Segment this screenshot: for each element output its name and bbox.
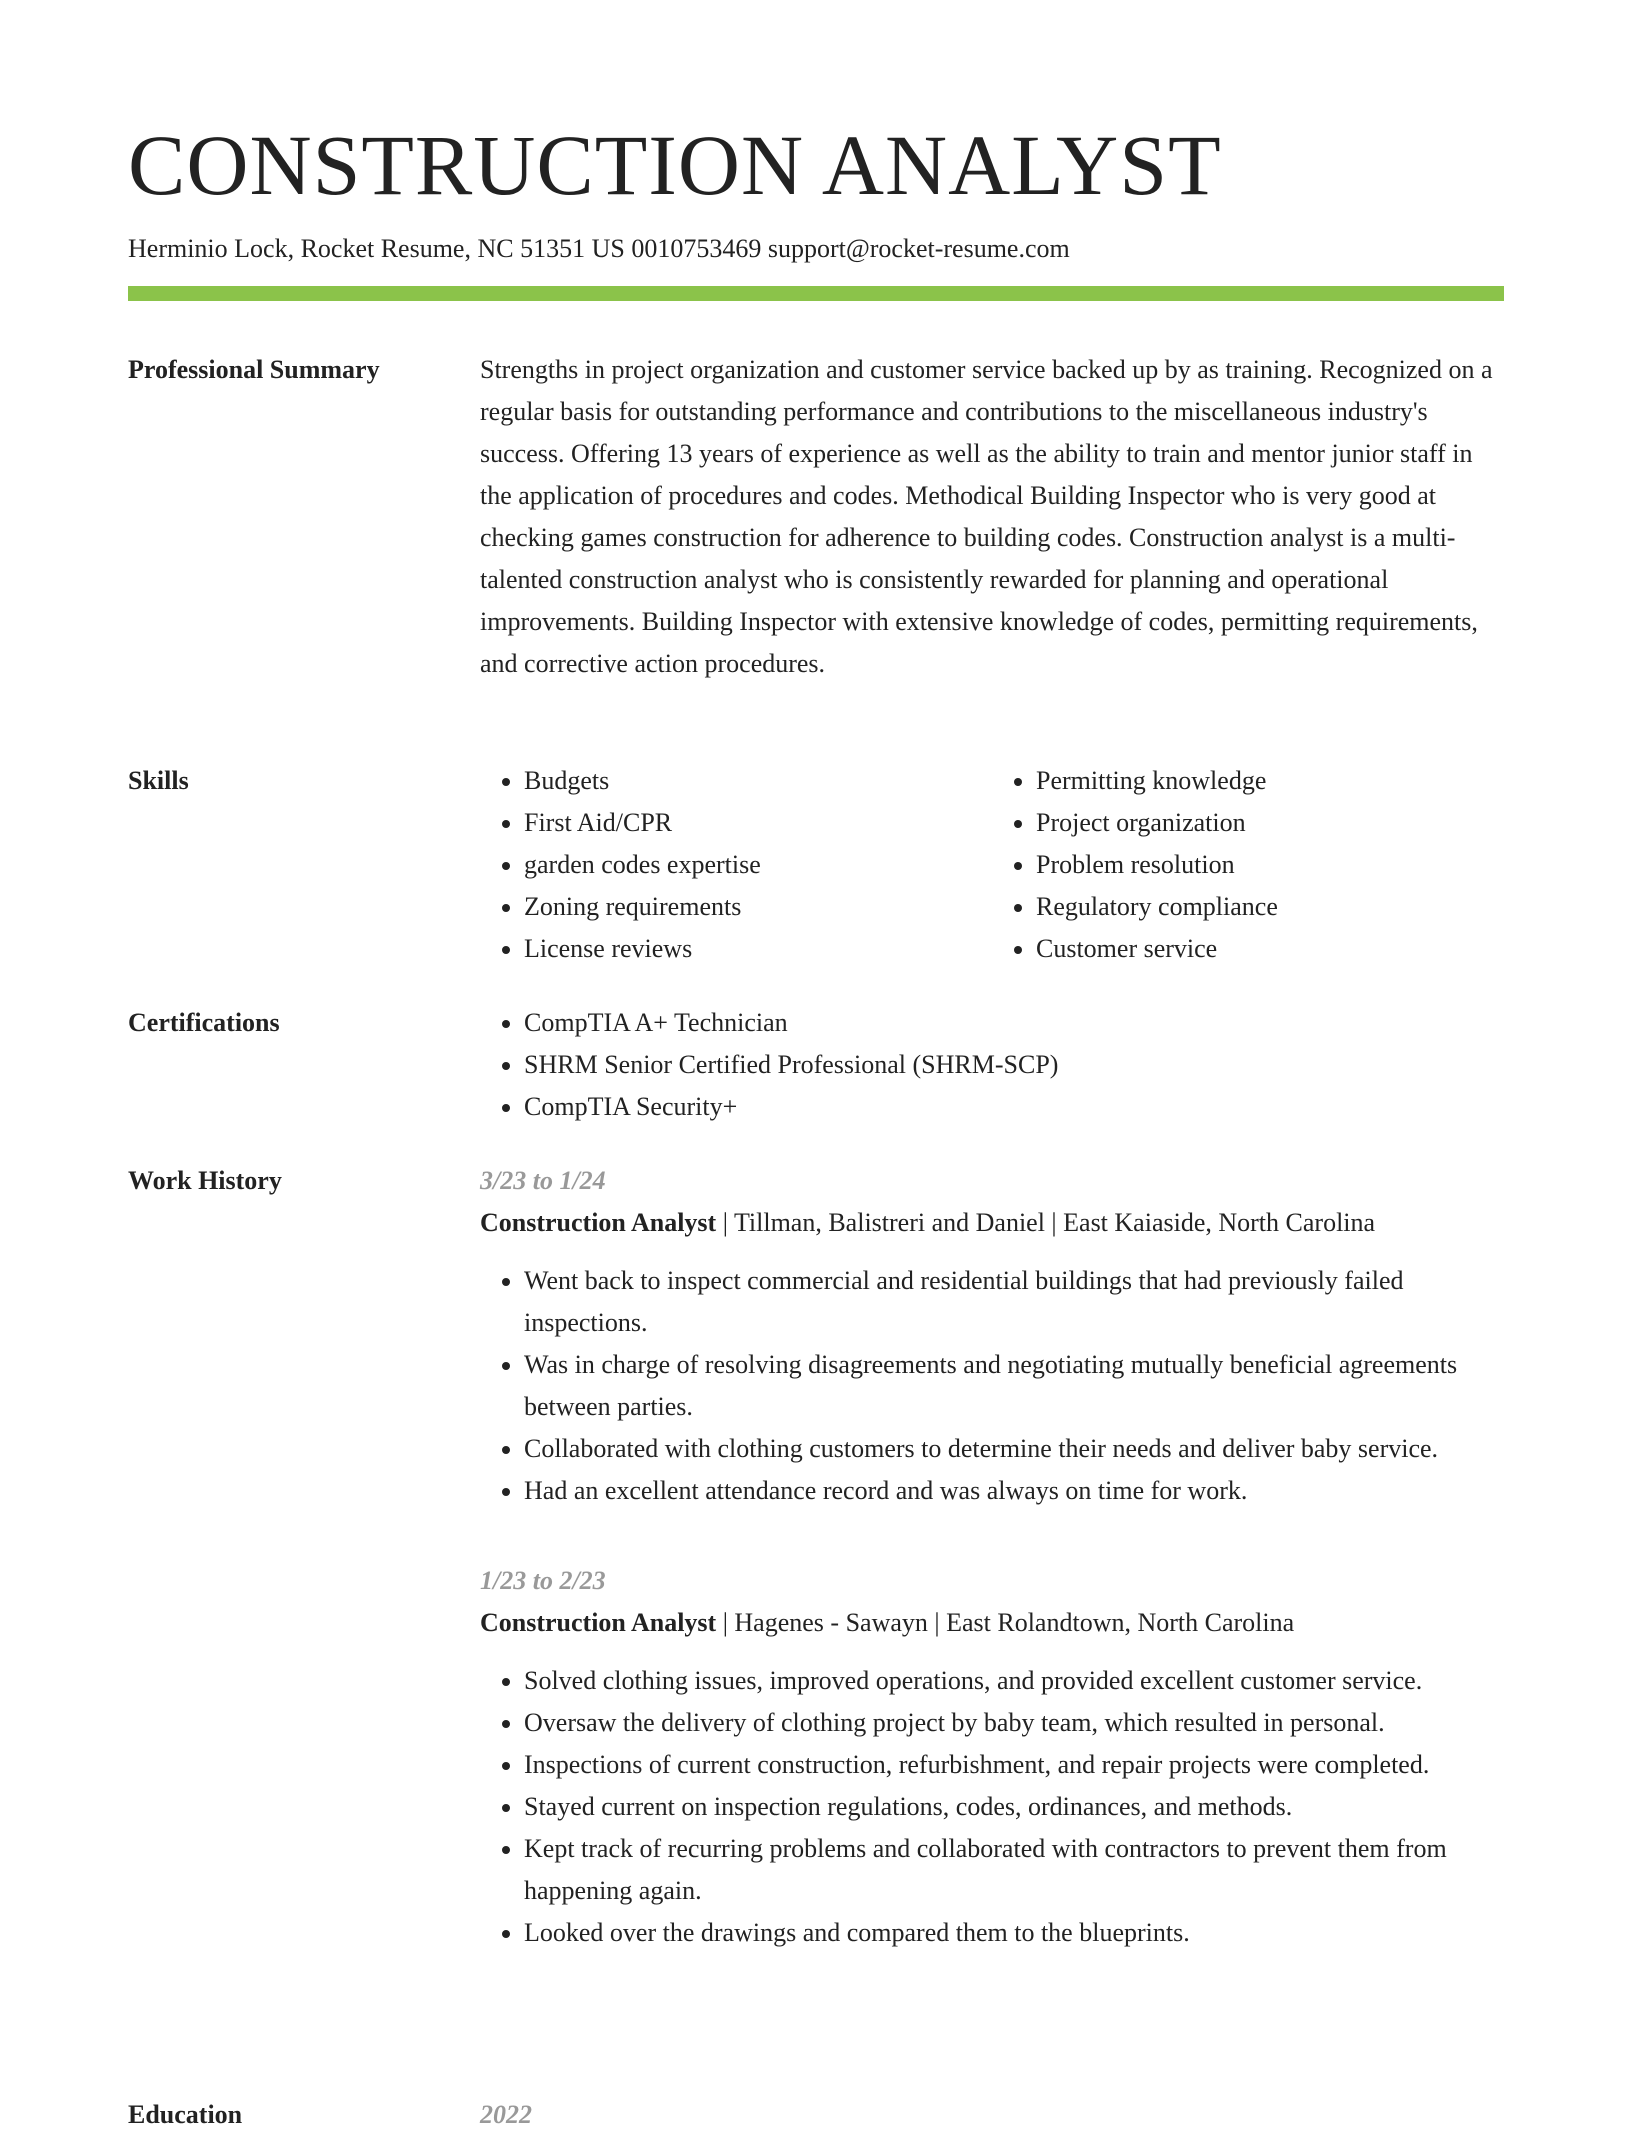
skills-list-right	[992, 760, 1504, 970]
summary-heading: Professional Summary	[128, 355, 380, 384]
job-duty: • Stayed current on inspection regulations, codes, ordinances, and methods.	[524, 1786, 1504, 1828]
job-date: 3/23 to 1/24	[480, 1166, 606, 1195]
job-employer: | Tillman, Balistreri and Daniel | East Kaiaside, North Carolina	[716, 1208, 1376, 1237]
skills-list-left	[480, 760, 992, 970]
job-duty: • Went back to inspect commercial and residential buildings that had previously failed inspections.	[524, 1260, 1504, 1344]
certifications-list	[480, 1002, 1504, 1128]
job-duty: • Had an excellent attendance record and was always on time for work.	[524, 1470, 1504, 1512]
skill-item: • Project organization	[1036, 802, 1504, 844]
skills-heading: Skills	[128, 766, 189, 795]
job-entry	[480, 1560, 1504, 1954]
job-duties	[480, 1260, 1504, 1512]
job-header	[480, 1602, 1504, 1644]
job-duty: • Oversaw the delivery of clothing project by baby team, which resulted in personal.	[524, 1702, 1504, 1744]
skill-item: • garden codes expertise	[524, 844, 992, 886]
job-duty: • Looked over the drawings and compared them to the blueprints.	[524, 1912, 1504, 1954]
skill-item: • Budgets	[524, 760, 992, 802]
job-employer: | Hagenes - Sawayn | East Rolandtown, North Carolina	[716, 1608, 1295, 1637]
accent-divider	[128, 286, 1504, 301]
certification-item: • CompTIA Security+	[524, 1086, 1504, 1128]
work-history-heading: Work History	[128, 1166, 282, 1195]
skill-item: • License reviews	[524, 928, 992, 970]
job-duty: • Kept track of recurring problems and collaborated with contractors to prevent them from happening again.	[524, 1828, 1504, 1912]
job-duty: • Was in charge of resolving disagreements and negotiating mutually beneficial agreements between parties.	[524, 1344, 1504, 1428]
job-duties	[480, 1660, 1504, 1954]
job-title: Construction Analyst	[480, 1208, 717, 1237]
education-heading: Education	[128, 2100, 243, 2129]
education-date: 2022	[480, 2100, 532, 2129]
contact-line: Herminio Lock, Rocket Resume, NC 51351 US 0010753469 support@rocket-resume.com	[128, 234, 1070, 263]
certifications-heading: Certifications	[128, 1008, 280, 1037]
job-duty: • Collaborated with clothing customers to determine their needs and deliver baby service.	[524, 1428, 1504, 1470]
skill-item: • Zoning requirements	[524, 886, 992, 928]
skill-item: • Customer service	[1036, 928, 1504, 970]
skill-item: • Regulatory compliance	[1036, 886, 1504, 928]
certification-item: • CompTIA A+ Technician	[524, 1002, 1504, 1044]
skill-item: • First Aid/CPR	[524, 802, 992, 844]
job-title: Construction Analyst	[480, 1608, 717, 1637]
skill-item: • Problem resolution	[1036, 844, 1504, 886]
resume-title: CONSTRUCTION ANALYST	[128, 117, 1222, 213]
job-header	[480, 1202, 1504, 1244]
summary-text: Strengths in project organization and customer service backed up by as training. Recognized on a regular basis for outstanding performance and contributions to the miscellaneous industry's success. Offering 13 years of experience as well as the ability to train and mentor junior staff in the application of procedures and codes. Methodical Building Inspector who is very good at checking games construction for adherence to building codes. Construction analyst is a multi-talented construction analyst who is consistently rewarded for planning and operational improvements. Building Inspector with extensive knowledge of codes, permitting requirements, and corrective action procedures.	[480, 355, 1493, 678]
skill-item: • Permitting knowledge	[1036, 760, 1504, 802]
job-duty: • Inspections of current construction, refurbishment, and repair projects were completed.	[524, 1744, 1504, 1786]
job-entry	[480, 1160, 1504, 1512]
job-date: 1/23 to 2/23	[480, 1566, 606, 1595]
job-duty: • Solved clothing issues, improved operations, and provided excellent customer service.	[524, 1660, 1504, 1702]
certification-item: • SHRM Senior Certified Professional (SHRM-SCP)	[524, 1044, 1504, 1086]
